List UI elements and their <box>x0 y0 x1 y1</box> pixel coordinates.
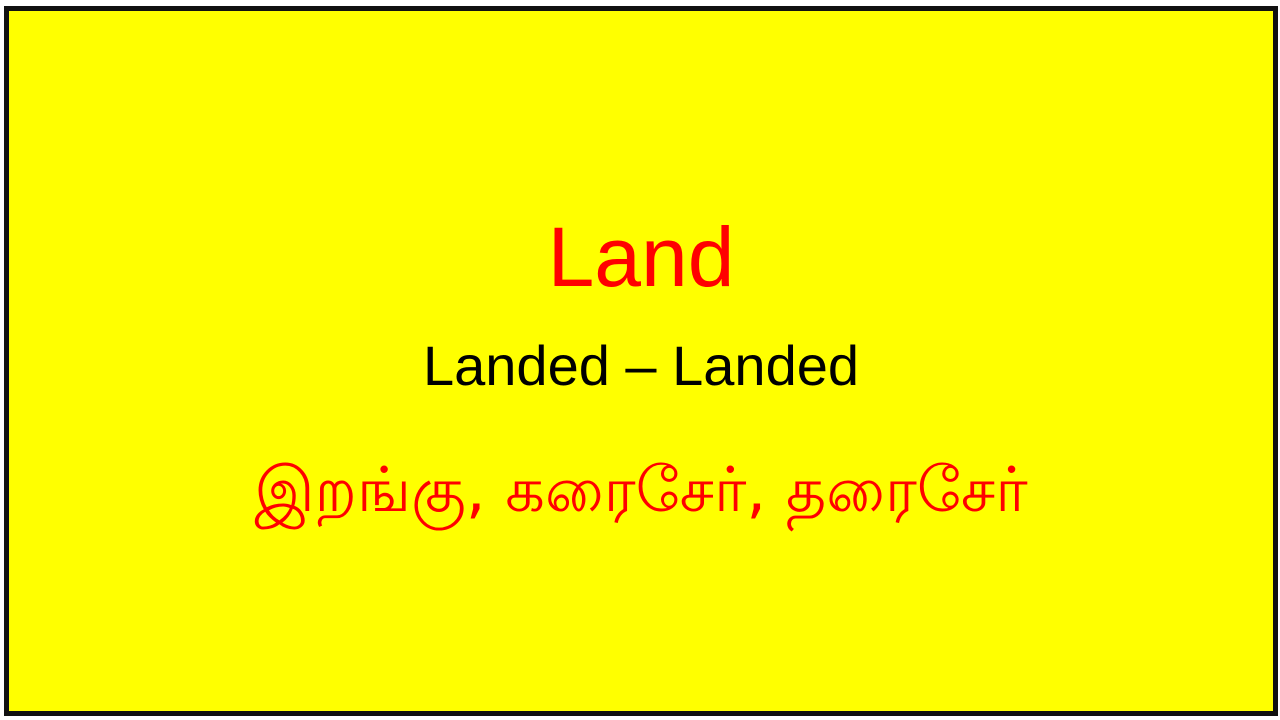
headword: Land <box>547 210 735 304</box>
tamil-meaning: இறங்கு, கரைசேர், தரைசேர் <box>254 453 1028 526</box>
verb-forms: Landed – Landed <box>423 334 859 397</box>
vocabulary-card <box>4 6 1278 716</box>
